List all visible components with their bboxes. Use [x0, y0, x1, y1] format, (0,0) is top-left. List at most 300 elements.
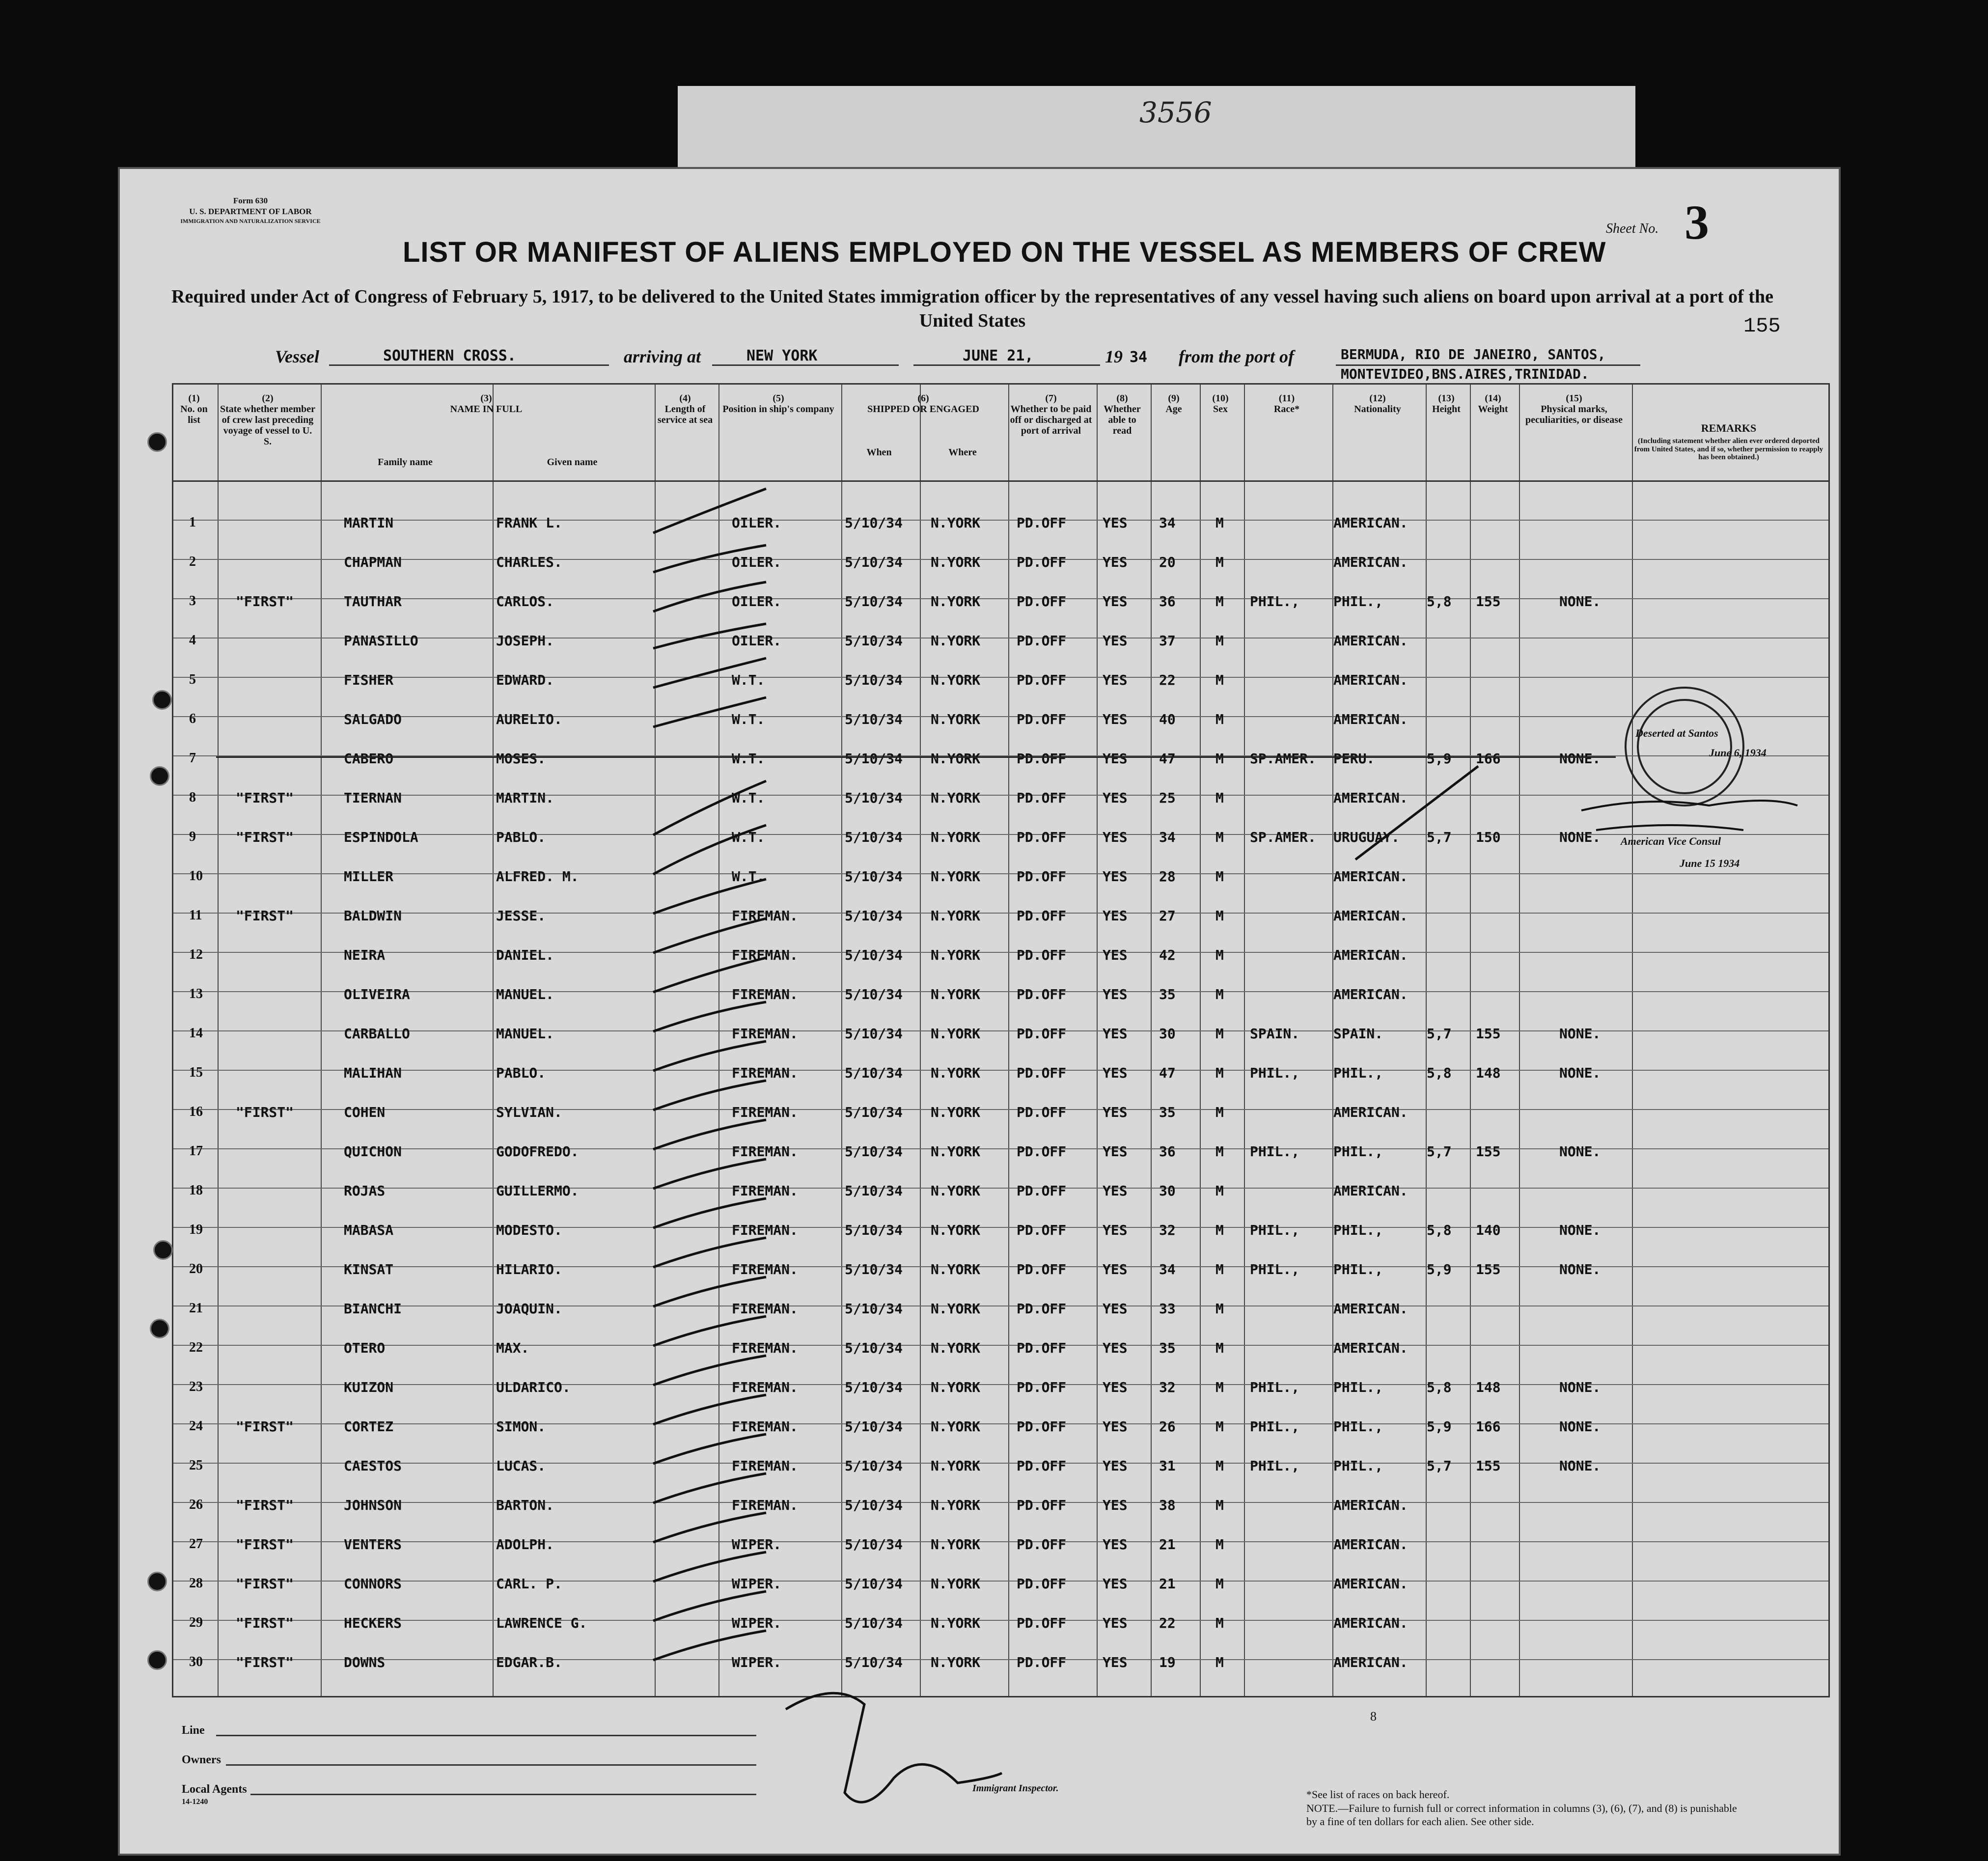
- row-shipped-where: N.YORK: [931, 1261, 981, 1278]
- row-nationality: SPAIN.: [1333, 1026, 1383, 1042]
- row-weight: 155: [1476, 1261, 1501, 1278]
- line-label: Line: [182, 1724, 205, 1737]
- row-shipped-when: 5/10/34: [845, 947, 903, 963]
- col15-header: (15) Physical marks, peculiarities, or disease: [1525, 393, 1623, 425]
- row-physical-marks: NONE.: [1559, 1261, 1601, 1278]
- row-height: 5,7: [1427, 829, 1452, 845]
- row-paid-off: PD.OFF: [1017, 947, 1067, 963]
- row-sex: M: [1215, 1458, 1224, 1474]
- row-given-name: JOAQUIN.: [496, 1301, 562, 1317]
- consul-title: American Vice Consul: [1621, 835, 1721, 847]
- row-shipped-where: N.YORK: [931, 908, 981, 924]
- row-number: 4: [189, 633, 196, 648]
- row-shipped-when: 5/10/34: [845, 1261, 903, 1278]
- col3b-header: Given name: [547, 457, 598, 468]
- row-number: 5: [189, 672, 196, 687]
- row-number: 3: [189, 593, 196, 609]
- row-family-name: ROJAS: [344, 1183, 386, 1199]
- row-nationality: PHIL.,: [1333, 1222, 1383, 1238]
- row-height: 5,9: [1427, 1418, 1452, 1435]
- row-family-name: TAUTHAR: [344, 593, 402, 610]
- row-paid-off: PD.OFF: [1017, 1340, 1067, 1356]
- row-shipped-when: 5/10/34: [845, 1222, 903, 1238]
- row-shipped-when: 5/10/34: [845, 672, 903, 688]
- check-marks: [653, 489, 1478, 1660]
- row-height: 5,7: [1427, 1026, 1452, 1042]
- row-paid-off: PD.OFF: [1017, 986, 1067, 1002]
- row-number: 15: [189, 1065, 203, 1080]
- row-paid-off: PD.OFF: [1017, 1222, 1067, 1238]
- row-race: PHIL.,: [1250, 1418, 1300, 1435]
- row-family-name: JOHNSON: [344, 1497, 402, 1513]
- punch-hole: [150, 1319, 169, 1338]
- row-previous-voyage: "FIRST": [236, 790, 294, 806]
- row-age: 22: [1159, 1615, 1176, 1631]
- row-shipped-when: 5/10/34: [845, 1536, 903, 1553]
- row-given-name: SIMON.: [496, 1418, 546, 1435]
- col14-header: (14) Weight: [1478, 393, 1508, 415]
- row-nationality: PHIL.,: [1333, 1458, 1383, 1474]
- row-weight: 155: [1476, 1458, 1501, 1474]
- row-nationality: AMERICAN.: [1333, 947, 1408, 963]
- row-family-name: HECKERS: [344, 1615, 402, 1631]
- row-previous-voyage: "FIRST": [236, 829, 294, 845]
- row-able-to-read: YES: [1103, 750, 1128, 767]
- row-able-to-read: YES: [1103, 829, 1128, 845]
- arrival-port: NEW YORK: [746, 347, 818, 364]
- row-physical-marks: NONE.: [1559, 1065, 1601, 1081]
- row-paid-off: PD.OFF: [1017, 633, 1067, 649]
- col3-header: (3) NAME IN FULL: [450, 393, 523, 415]
- row-family-name: CARBALLO: [344, 1026, 410, 1042]
- row-sex: M: [1215, 1065, 1224, 1081]
- pencil-reference-number: 3556: [1139, 96, 1212, 129]
- row-position: FIREMAN.: [732, 1104, 798, 1120]
- row-nationality: AMERICAN.: [1333, 1576, 1408, 1592]
- row-number: 24: [189, 1418, 203, 1434]
- row-age: 26: [1159, 1418, 1176, 1435]
- owners-label: Owners: [182, 1753, 221, 1766]
- row-nationality: AMERICAN.: [1333, 633, 1408, 649]
- remarks-handwritten-1: Deserted at Santos: [1635, 727, 1718, 739]
- row-nationality: PHIL.,: [1333, 1418, 1383, 1435]
- row-paid-off: PD.OFF: [1017, 829, 1067, 845]
- row-shipped-where: N.YORK: [931, 947, 981, 963]
- col5-header: (5) Position in ship's company: [722, 393, 834, 415]
- row-height: 5,9: [1427, 750, 1452, 767]
- row-race: PHIL.,: [1250, 1261, 1300, 1278]
- row-able-to-read: YES: [1103, 1301, 1128, 1317]
- row-able-to-read: YES: [1103, 1261, 1128, 1278]
- row-shipped-when: 5/10/34: [845, 1379, 903, 1395]
- row-age: 34: [1159, 829, 1176, 845]
- row-position: W.T.: [732, 829, 765, 845]
- row-given-name: HILARIO.: [496, 1261, 562, 1278]
- row-paid-off: PD.OFF: [1017, 1065, 1067, 1081]
- row-number: 12: [189, 947, 203, 962]
- row-shipped-when: 5/10/34: [845, 1615, 903, 1631]
- row-shipped-where: N.YORK: [931, 515, 981, 531]
- row-position: OILER.: [732, 593, 782, 610]
- row-able-to-read: YES: [1103, 515, 1128, 531]
- row-shipped-when: 5/10/34: [845, 1104, 903, 1120]
- row-race: PHIL.,: [1250, 1143, 1300, 1160]
- row-shipped-when: 5/10/34: [845, 1183, 903, 1199]
- row-physical-marks: NONE.: [1559, 1026, 1601, 1042]
- row-number: 13: [189, 986, 203, 1001]
- row-number: 9: [189, 829, 196, 844]
- row-sex: M: [1215, 1222, 1224, 1238]
- row-shipped-where: N.YORK: [931, 1536, 981, 1553]
- row-age: 35: [1159, 1340, 1176, 1356]
- row-shipped-where: N.YORK: [931, 1654, 981, 1670]
- row-age: 37: [1159, 633, 1176, 649]
- remarks-handwritten-2: June 6, 1934: [1709, 747, 1767, 759]
- row-nationality: AMERICAN.: [1333, 1104, 1408, 1120]
- row-height: 5,7: [1427, 1143, 1452, 1160]
- row-given-name: CARL. P.: [496, 1576, 562, 1592]
- row-weight: 150: [1476, 829, 1501, 845]
- row-given-name: EDWARD.: [496, 672, 554, 688]
- row-given-name: AURELIO.: [496, 711, 562, 727]
- consul-date: June 15 1934: [1680, 857, 1740, 869]
- row-number: 25: [189, 1458, 203, 1473]
- row-age: 28: [1159, 868, 1176, 885]
- row-position: W.T.: [732, 868, 765, 885]
- pencil-mark: 8: [1370, 1709, 1377, 1723]
- row-physical-marks: NONE.: [1559, 1143, 1601, 1160]
- arriving-label: arriving at: [624, 347, 701, 366]
- row-family-name: CHAPMAN: [344, 554, 402, 570]
- row-family-name: MILLER: [344, 868, 394, 885]
- row-weight: 148: [1476, 1379, 1501, 1395]
- row-age: 21: [1159, 1536, 1176, 1553]
- row-position: W.T.: [732, 750, 765, 767]
- row-paid-off: PD.OFF: [1017, 1183, 1067, 1199]
- row-number: 22: [189, 1340, 203, 1355]
- col8-header: (8) Whether able to read: [1104, 393, 1141, 436]
- row-shipped-when: 5/10/34: [845, 1143, 903, 1160]
- page-title: LIST OR MANIFEST OF ALIENS EMPLOYED ON THE VESSEL AS MEMBERS OF CREW: [403, 236, 1606, 268]
- punch-hole: [153, 1240, 173, 1260]
- row-shipped-where: N.YORK: [931, 1143, 981, 1160]
- row-age: 47: [1159, 1065, 1176, 1081]
- row-sex: M: [1215, 672, 1224, 688]
- row-family-name: COHEN: [344, 1104, 386, 1120]
- row-shipped-where: N.YORK: [931, 1340, 981, 1356]
- inspector-label: Immigrant Inspector.: [972, 1783, 1059, 1794]
- row-age: 22: [1159, 672, 1176, 688]
- row-shipped-where: N.YORK: [931, 1576, 981, 1592]
- row-nationality: AMERICAN.: [1333, 1497, 1408, 1513]
- row-sex: M: [1215, 1497, 1224, 1513]
- col6-header: (6) SHIPPED OR ENGAGED: [867, 393, 979, 415]
- row-shipped-where: N.YORK: [931, 1497, 981, 1513]
- row-family-name: CAESTOS: [344, 1458, 402, 1474]
- row-nationality: PHIL.,: [1333, 1379, 1383, 1395]
- row-previous-voyage: "FIRST": [236, 1497, 294, 1513]
- row-number: 6: [189, 711, 196, 726]
- row-paid-off: PD.OFF: [1017, 1379, 1067, 1395]
- punch-hole: [147, 1572, 167, 1591]
- row-paid-off: PD.OFF: [1017, 672, 1067, 688]
- row-shipped-when: 5/10/34: [845, 554, 903, 570]
- row-given-name: MANUEL.: [496, 986, 554, 1002]
- row-shipped-where: N.YORK: [931, 1026, 981, 1042]
- row-age: 30: [1159, 1183, 1176, 1199]
- row-family-name: BALDWIN: [344, 908, 402, 924]
- punch-hole: [150, 766, 169, 786]
- row-sex: M: [1215, 515, 1224, 531]
- departure-ports-line2: MONTEVIDEO,BNS.AIRES,TRINIDAD.: [1341, 366, 1589, 382]
- row-nationality: AMERICAN.: [1333, 672, 1408, 688]
- row-previous-voyage: "FIRST": [236, 1536, 294, 1553]
- row-number: 2: [189, 554, 196, 569]
- row-number: 1: [189, 515, 196, 530]
- col13-header: (13) Height: [1432, 393, 1461, 415]
- row-sex: M: [1215, 750, 1224, 767]
- col7-header: (7) Whether to be paid off or discharged at port of arrival: [1010, 393, 1092, 436]
- row-family-name: KUIZON: [344, 1379, 394, 1395]
- row-race: PHIL.,: [1250, 1065, 1300, 1081]
- row-physical-marks: NONE.: [1559, 750, 1601, 767]
- row-number: 27: [189, 1536, 203, 1552]
- row-shipped-when: 5/10/34: [845, 750, 903, 767]
- row-nationality: PHIL.,: [1333, 1065, 1383, 1081]
- row-age: 27: [1159, 908, 1176, 924]
- from-port-label: from the port of: [1179, 347, 1295, 366]
- row-given-name: FRANK L.: [496, 515, 562, 531]
- row-shipped-where: N.YORK: [931, 1301, 981, 1317]
- row-able-to-read: YES: [1103, 1026, 1128, 1042]
- row-position: FIREMAN.: [732, 947, 798, 963]
- row-nationality: AMERICAN.: [1333, 868, 1408, 885]
- row-able-to-read: YES: [1103, 1615, 1128, 1631]
- row-given-name: JESSE.: [496, 908, 546, 924]
- form-code: 14-1240: [182, 1798, 208, 1806]
- row-position: WIPER.: [732, 1576, 782, 1592]
- row-previous-voyage: "FIRST": [236, 1654, 294, 1670]
- row-age: 47: [1159, 750, 1176, 767]
- footer-notes: [1306, 1788, 1748, 1829]
- row-sex: M: [1215, 1340, 1224, 1356]
- row-position: WIPER.: [732, 1536, 782, 1553]
- row-given-name: ULDARICO.: [496, 1379, 571, 1395]
- row-paid-off: PD.OFF: [1017, 1143, 1067, 1160]
- row-sex: M: [1215, 554, 1224, 570]
- col12-header: (12) Nationality: [1354, 393, 1401, 415]
- row-family-name: CORTEZ: [344, 1418, 394, 1435]
- row-sex: M: [1215, 1379, 1224, 1395]
- vessel-label: Vessel: [275, 347, 319, 366]
- row-number: 11: [189, 908, 202, 923]
- row-previous-voyage: "FIRST": [236, 1104, 294, 1120]
- row-shipped-when: 5/10/34: [845, 1301, 903, 1317]
- row-family-name: CABERO: [344, 750, 394, 767]
- row-number: 18: [189, 1183, 203, 1198]
- row-able-to-read: YES: [1103, 1065, 1128, 1081]
- row-nationality: AMERICAN.: [1333, 1340, 1408, 1356]
- row-age: 25: [1159, 790, 1176, 806]
- row-weight: 155: [1476, 1143, 1501, 1160]
- row-family-name: SALGADO: [344, 711, 402, 727]
- row-paid-off: PD.OFF: [1017, 515, 1067, 531]
- row-nationality: AMERICAN.: [1333, 790, 1408, 806]
- row-position: FIREMAN.: [732, 1458, 798, 1474]
- row-shipped-where: N.YORK: [931, 1104, 981, 1120]
- row-shipped-where: N.YORK: [931, 1615, 981, 1631]
- row-number: 29: [189, 1615, 203, 1630]
- row-paid-off: PD.OFF: [1017, 1261, 1067, 1278]
- row-shipped-where: N.YORK: [931, 829, 981, 845]
- row-paid-off: PD.OFF: [1017, 868, 1067, 885]
- row-previous-voyage: "FIRST": [236, 1418, 294, 1435]
- row-sex: M: [1215, 1183, 1224, 1199]
- row-given-name: MARTIN.: [496, 790, 554, 806]
- vessel-name: SOUTHERN CROSS.: [383, 347, 516, 364]
- row-sex: M: [1215, 1615, 1224, 1631]
- row-family-name: FISHER: [344, 672, 394, 688]
- row-able-to-read: YES: [1103, 908, 1128, 924]
- row-nationality: PHIL.,: [1333, 1261, 1383, 1278]
- row-able-to-read: YES: [1103, 1418, 1128, 1435]
- row-race: SPAIN.: [1250, 1026, 1300, 1042]
- row-physical-marks: NONE.: [1559, 1458, 1601, 1474]
- row-shipped-when: 5/10/34: [845, 1654, 903, 1670]
- row-weight: 166: [1476, 1418, 1501, 1435]
- row-previous-voyage: "FIRST": [236, 593, 294, 610]
- row-sex: M: [1215, 908, 1224, 924]
- row-family-name: MARTIN: [344, 515, 394, 531]
- row-given-name: ALFRED. M.: [496, 868, 579, 885]
- service-label: IMMIGRATION AND NATURALIZATION SERVICE: [180, 218, 321, 224]
- row-position: FIREMAN.: [732, 986, 798, 1002]
- row-paid-off: PD.OFF: [1017, 1576, 1067, 1592]
- sheet-number: 3: [1684, 195, 1709, 250]
- row-sex: M: [1215, 711, 1224, 727]
- row-number: 16: [189, 1104, 203, 1119]
- form-label: Form 630: [233, 196, 268, 205]
- page-subtitle: Required under Act of Congress of February 5, 1917, to be delivered to the United States immigration officer by the representatives of any vessel having such aliens on board upon arrival at a port of the United States: [171, 286, 1773, 332]
- row-height: 5,8: [1427, 1222, 1452, 1238]
- row-family-name: QUICHON: [344, 1143, 402, 1160]
- row-shipped-where: N.YORK: [931, 1065, 981, 1081]
- row-race: PHIL.,: [1250, 1222, 1300, 1238]
- row-age: 32: [1159, 1379, 1176, 1395]
- row-previous-voyage: "FIRST": [236, 1615, 294, 1631]
- row-race: PHIL.,: [1250, 1379, 1300, 1395]
- row-position: FIREMAN.: [732, 1301, 798, 1317]
- row-shipped-when: 5/10/34: [845, 868, 903, 885]
- row-age: 40: [1159, 711, 1176, 727]
- row-able-to-read: YES: [1103, 633, 1128, 649]
- row-able-to-read: YES: [1103, 1379, 1128, 1395]
- row-weight: 155: [1476, 1026, 1501, 1042]
- row-shipped-when: 5/10/34: [845, 790, 903, 806]
- row-position: FIREMAN.: [732, 1340, 798, 1356]
- sheet-label: Sheet No.: [1606, 221, 1659, 236]
- row-family-name: OLIVEIRA: [344, 986, 410, 1002]
- row-paid-off: PD.OFF: [1017, 554, 1067, 570]
- row-paid-off: PD.OFF: [1017, 1497, 1067, 1513]
- row-age: 34: [1159, 515, 1176, 531]
- row-shipped-where: N.YORK: [931, 554, 981, 570]
- row-number: 23: [189, 1379, 203, 1394]
- row-position: FIREMAN.: [732, 1143, 798, 1160]
- row-nationality: AMERICAN.: [1333, 908, 1408, 924]
- punch-hole: [147, 1650, 167, 1670]
- row-nationality: AMERICAN.: [1333, 515, 1408, 531]
- row-given-name: MOSES.: [496, 750, 546, 767]
- row-age: 35: [1159, 1104, 1176, 1120]
- row-shipped-when: 5/10/34: [845, 633, 903, 649]
- row-shipped-where: N.YORK: [931, 711, 981, 727]
- col6a-header: When: [866, 447, 892, 458]
- line-underline: [216, 1735, 756, 1736]
- row-nationality: AMERICAN.: [1333, 1615, 1408, 1631]
- row-family-name: KINSAT: [344, 1261, 394, 1278]
- department-label: U. S. DEPARTMENT OF LABOR: [189, 207, 312, 216]
- row-height: 5,9: [1427, 1261, 1452, 1278]
- row-nationality: AMERICAN.: [1333, 554, 1408, 570]
- row-family-name: MABASA: [344, 1222, 394, 1238]
- agents-label: Local Agents: [182, 1783, 247, 1796]
- arrival-date: JUNE 21,: [963, 347, 1034, 364]
- row-sex: M: [1215, 947, 1224, 963]
- row-given-name: MAX.: [496, 1340, 529, 1356]
- row-given-name: DANIEL.: [496, 947, 554, 963]
- row-given-name: JOSEPH.: [496, 633, 554, 649]
- row-able-to-read: YES: [1103, 1340, 1128, 1356]
- row-previous-voyage: "FIRST": [236, 908, 294, 924]
- row-able-to-read: YES: [1103, 554, 1128, 570]
- row-sex: M: [1215, 1143, 1224, 1160]
- row-given-name: CHARLES.: [496, 554, 562, 570]
- row-height: 5,8: [1427, 1379, 1452, 1395]
- col4-header: (4) Length of service at sea: [657, 393, 713, 425]
- row-family-name: VENTERS: [344, 1536, 402, 1553]
- row-age: 42: [1159, 947, 1176, 963]
- row-shipped-where: N.YORK: [931, 633, 981, 649]
- row-family-name: BIANCHI: [344, 1301, 402, 1317]
- row-family-name: ESPINDOLA: [344, 829, 418, 845]
- row-age: 19: [1159, 1654, 1176, 1670]
- row-age: 36: [1159, 1143, 1176, 1160]
- row-paid-off: PD.OFF: [1017, 1458, 1067, 1474]
- row-weight: 140: [1476, 1222, 1501, 1238]
- row-family-name: PANASILLO: [344, 633, 418, 649]
- row-sex: M: [1215, 1536, 1224, 1553]
- row-able-to-read: YES: [1103, 868, 1128, 885]
- row-race: SP.AMER.: [1250, 750, 1316, 767]
- row-able-to-read: YES: [1103, 1183, 1128, 1199]
- row-able-to-read: YES: [1103, 1458, 1128, 1474]
- row-shipped-when: 5/10/34: [845, 1497, 903, 1513]
- row-race: PHIL.,: [1250, 1458, 1300, 1474]
- row-paid-off: PD.OFF: [1017, 790, 1067, 806]
- row-nationality: AMERICAN.: [1333, 1654, 1408, 1670]
- row-nationality: PHIL.,: [1333, 1143, 1383, 1160]
- row-age: 30: [1159, 1026, 1176, 1042]
- row-able-to-read: YES: [1103, 947, 1128, 963]
- row-able-to-read: YES: [1103, 1104, 1128, 1120]
- row-paid-off: PD.OFF: [1017, 711, 1067, 727]
- row-family-name: NEIRA: [344, 947, 386, 963]
- row-sex: M: [1215, 633, 1224, 649]
- row-number: 20: [189, 1261, 203, 1277]
- row-sex: M: [1215, 1654, 1224, 1670]
- row-race: SP.AMER.: [1250, 829, 1316, 845]
